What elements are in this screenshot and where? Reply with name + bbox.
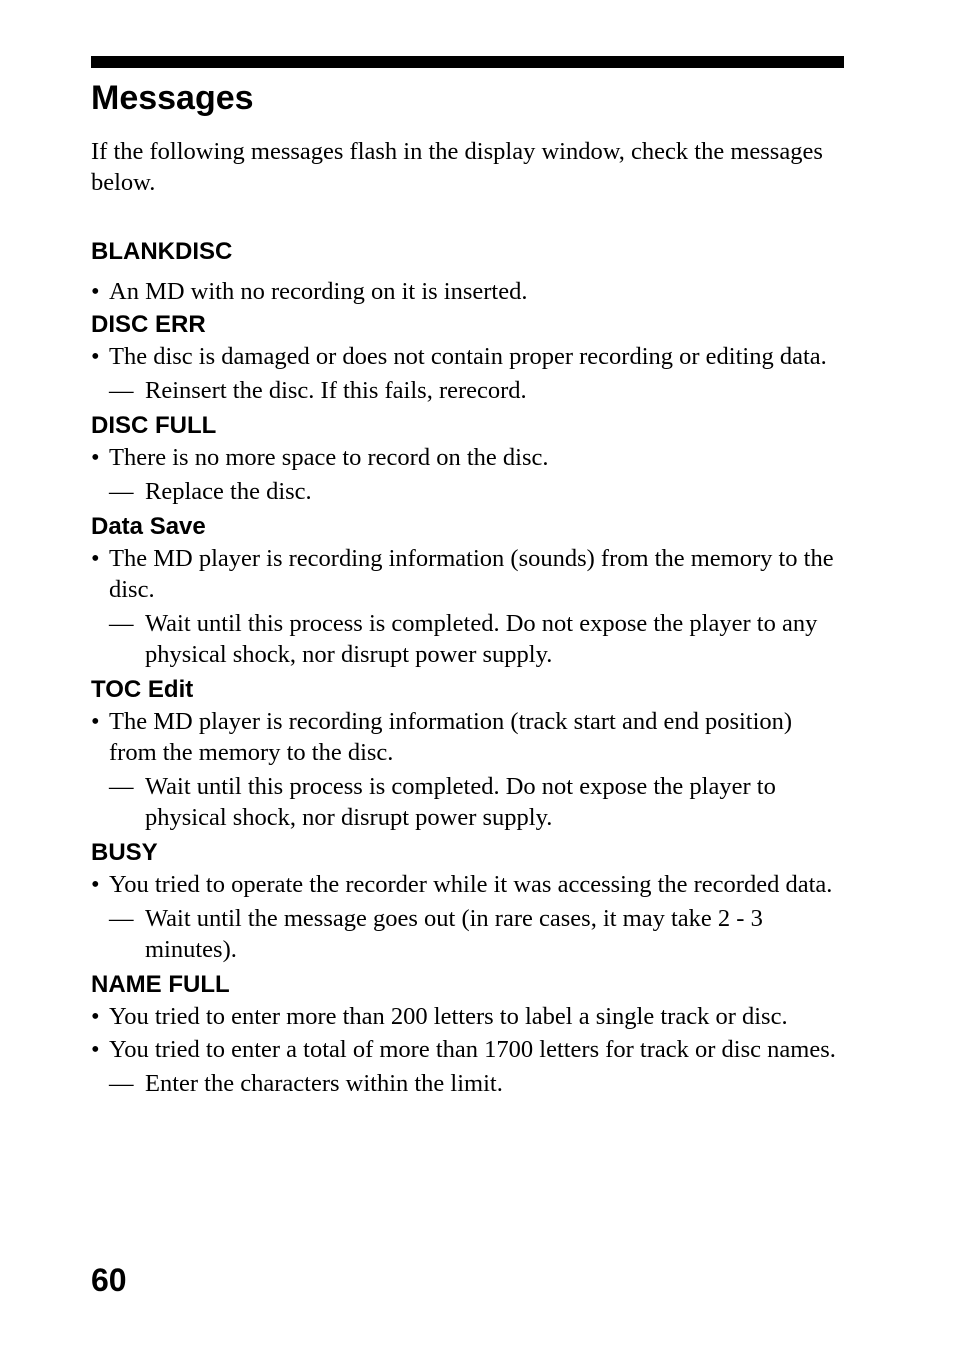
cause-text: You tried to enter a total of more than 1700 letters for track or disc names. xyxy=(109,1036,836,1063)
page-content xyxy=(91,56,844,1099)
remedy-item xyxy=(91,771,844,833)
message-section xyxy=(91,511,844,670)
dash-mark: — xyxy=(109,905,134,932)
remedy-text: Replace the disc. xyxy=(145,478,312,505)
remedy-item xyxy=(91,476,844,507)
message-section xyxy=(91,236,844,307)
cause-text: You tried to enter more than 200 letters to label a single track or disc. xyxy=(109,1003,788,1030)
page-title: Messages xyxy=(91,79,254,117)
dash-mark: — xyxy=(109,610,134,637)
cause-text: The MD player is recording information (track start and end position) from the memory to the disc. xyxy=(109,708,793,766)
cause-item xyxy=(91,869,844,900)
remedy-text: Wait until this process is completed. Do not expose the player to physical shock, nor disrupt power supply. xyxy=(145,773,776,831)
dash-mark: — xyxy=(109,773,134,800)
remedy-item xyxy=(91,375,844,406)
cause-item xyxy=(91,341,844,372)
message-section xyxy=(91,309,844,406)
title-rule xyxy=(91,56,844,68)
intro-paragraph: If the following messages flash in the display window, check the messages below. xyxy=(91,138,823,196)
message-section xyxy=(91,969,844,1099)
bullet-mark: • xyxy=(91,444,100,471)
remedy-text: Wait until this process is completed. Do not expose the player to any physical shock, nor disrupt power supply. xyxy=(145,610,818,668)
remedy-item xyxy=(91,903,844,965)
message-heading: DISC FULL xyxy=(91,412,217,439)
remedy-text: Wait until the message goes out (in rare cases, it may take 2 - 3 minutes). xyxy=(145,905,763,963)
message-heading: NAME FULL xyxy=(91,971,230,998)
message-heading: DISC ERR xyxy=(91,311,206,338)
message-heading: BLANKDISC xyxy=(91,238,233,265)
message-heading: Data Save xyxy=(91,513,206,540)
cause-item xyxy=(91,706,844,768)
cause-item xyxy=(91,276,844,307)
bullet-mark: • xyxy=(91,278,100,305)
cause-item xyxy=(91,1034,844,1065)
bullet-mark: • xyxy=(91,1003,100,1030)
message-section xyxy=(91,837,844,965)
cause-item xyxy=(91,1001,844,1032)
message-list xyxy=(91,236,844,1099)
cause-text: You tried to operate the recorder while it was accessing the recorded data. xyxy=(109,871,833,898)
page-number: 60 xyxy=(91,1262,127,1298)
remedy-text: Reinsert the disc. If this fails, rerecord. xyxy=(145,377,527,404)
dash-mark: — xyxy=(109,1070,134,1097)
cause-item xyxy=(91,543,844,605)
remedy-item xyxy=(91,608,844,670)
dash-mark: — xyxy=(109,478,134,505)
message-heading: BUSY xyxy=(91,839,158,866)
cause-text: There is no more space to record on the disc. xyxy=(109,444,549,471)
message-heading: TOC Edit xyxy=(91,676,194,703)
remedy-item xyxy=(91,1068,844,1099)
bullet-mark: • xyxy=(91,343,100,370)
cause-text: The MD player is recording information (sounds) from the memory to the disc. xyxy=(109,545,834,603)
cause-item xyxy=(91,442,844,473)
bullet-mark: • xyxy=(91,545,100,572)
message-section xyxy=(91,410,844,507)
bullet-mark: • xyxy=(91,708,100,735)
cause-text: The disc is damaged or does not contain proper recording or editing data. xyxy=(109,343,827,370)
bullet-mark: • xyxy=(91,1036,100,1063)
remedy-text: Enter the characters within the limit. xyxy=(145,1070,503,1097)
bullet-mark: • xyxy=(91,871,100,898)
dash-mark: — xyxy=(109,377,134,404)
cause-text: An MD with no recording on it is inserted. xyxy=(109,278,528,305)
message-section xyxy=(91,674,844,833)
